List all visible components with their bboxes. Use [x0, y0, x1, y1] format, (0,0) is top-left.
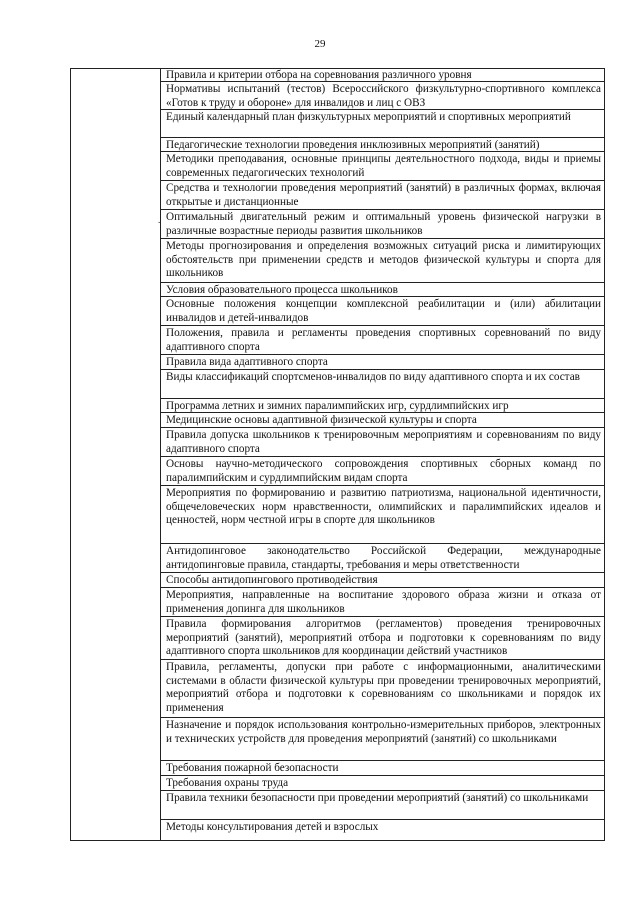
- table-row: Виды классификаций спортсменов-инвалидов по виду адаптивного спорта и их состав: [161, 370, 604, 399]
- table-row: Способы антидопингового противодействия: [161, 573, 604, 588]
- table-row: Основные положения концепции комплексной реабилитации и (или) абилитации инвалидов и детей-инвалидов: [161, 297, 604, 326]
- table-row: Мероприятия, направленные на воспитание здорового образа жизни и отказа от применения допинга для школьников: [161, 588, 604, 617]
- knowledge-list: [161, 68, 604, 836]
- table-row: Методы прогнозирования и определения возможных ситуаций риска и лимитирующих обстоятельств при применении средств и методов физической культуры и спорта для школьников: [161, 239, 604, 283]
- side-mark: .: [158, 215, 161, 225]
- table-row: Педагогические технологии проведения инклюзивных мероприятий (занятий): [161, 138, 604, 152]
- table-row: Правила допуска школьников к тренировочным мероприятиям и соревнованиям по виду адаптивного спорта: [161, 428, 604, 457]
- table-row: Основы научно-методического сопровождения спортивных сборных команд по паралимпийским и сурдлимпийским видам спорта: [161, 457, 604, 486]
- table-row: Требования пожарной безопасности: [161, 761, 604, 776]
- table-row: Требования охраны труда: [161, 776, 604, 791]
- table-row: Методы консультирования детей и взрослых: [166, 821, 379, 833]
- table-row: Правила вида адаптивного спорта: [161, 355, 604, 370]
- table-row: Назначение и порядок использования контрольно-измерительных приборов, электронных и технических устройств для проведения мероприятий (занятий) со школьниками: [161, 718, 604, 761]
- table-row: Антидопинговое законодательство Российской Федерации, международные антидопинговые правила, стандарты, требования и меры ответственности: [161, 544, 604, 573]
- table-row: Единый календарный план физкультурных мероприятий и спортивных мероприятий: [161, 110, 604, 138]
- table-row: Оптимальный двигательный режим и оптимальный уровень физической нагрузки в различные возрастные периоды развития школьников: [161, 210, 604, 239]
- table-row: Средства и технологии проведения мероприятий (занятий) в различных формах, включая открытые и дистанционные: [161, 181, 604, 210]
- table-row: Правила формирования алгоритмов (регламентов) проведения тренировочных мероприятий (занятий), мероприятий отбора и подготовки к соревнованиям по виду адаптивного спорта школьников для координации действий участников: [161, 617, 604, 660]
- table-row: Программа летних и зимних паралимпийских игр, сурдлимпийских игр: [161, 399, 604, 413]
- table-row: Правила и критерии отбора на соревнования различного уровня: [161, 68, 604, 82]
- table-row: Мероприятия по формированию и развитию патриотизма, национальной идентичности, общечеловеческих норм нравственности, олимпийских и паралимпийских идеалов и ценностей, норм честной игры в спорте для школьников: [161, 486, 604, 544]
- table-row: Медицинские основы адаптивной физической культуры и спорта: [161, 413, 604, 428]
- table-row: Положения, правила и регламенты проведения спортивных соревнований по виду адаптивного спорта: [161, 326, 604, 355]
- table-row: Условия образовательного процесса школьников: [161, 283, 604, 297]
- page-number: 29: [314, 38, 326, 50]
- table-row: Правила, регламенты, допуски при работе с информационными, аналитическими системами в области физической культуры при проведении тренировочных мероприятий, мероприятий отбора и подготовки к соревнованиям со школьниками и порядок их применения: [161, 660, 604, 718]
- table-row: Правила техники безопасности при проведении мероприятий (занятий) со школьниками: [161, 791, 604, 820]
- table-row: Методики преподавания, основные принципы деятельностного подхода, виды и приемы современных педагогических технологий: [161, 152, 604, 181]
- table-row: Нормативы испытаний (тестов) Всероссийского физкультурно-спортивного комплекса «Готов к труду и обороне» для инвалидов и лиц с ОВЗ: [161, 82, 604, 110]
